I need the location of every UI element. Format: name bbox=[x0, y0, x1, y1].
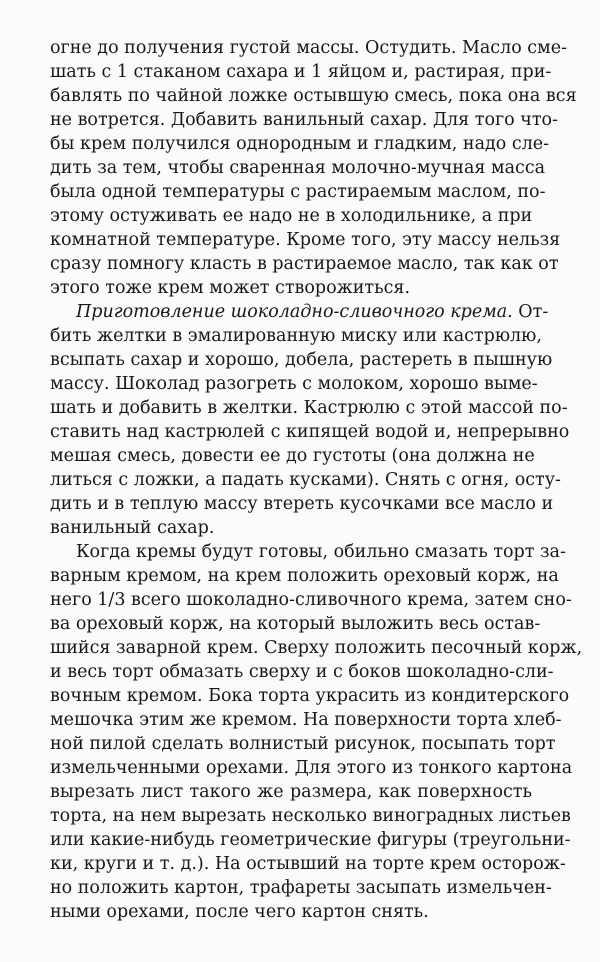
text-line: сразу помногу класть в растираемое масло, так как от bbox=[50, 254, 559, 274]
text-line: массу. Шоколад разогреть с молоком, хорошо выме- bbox=[50, 374, 538, 394]
text-line: торта, на нем вырезать несколько виноградных листьев bbox=[50, 806, 571, 826]
text-line: огне до получения густой массы. Остудить. Масло сме- bbox=[50, 38, 567, 58]
text-line: шать и добавить в желтки. Кастрюлю с этой массой по- bbox=[50, 398, 568, 418]
text-line: этого тоже крем может створожиться. bbox=[50, 278, 411, 298]
text-line: и весь торт обмазать сверху и с боков шоколадно-сли- bbox=[50, 662, 554, 682]
text-line: измельченными орехами. Для этого из тонкого картона bbox=[50, 758, 573, 778]
text-line: ными орехами, после чего картон снять. bbox=[50, 902, 429, 922]
text-line: бы крем получился однородным и гладким, надо сле- bbox=[50, 134, 550, 154]
text-line bbox=[76, 300, 549, 324]
text-line: варным кремом, на крем положить ореховый корж, на bbox=[50, 566, 559, 586]
text-line: всыпать сахар и хорошо, добела, растереть в пышную bbox=[50, 350, 553, 370]
text-line: ставить над кастрюлей с кипящей водой и, непрерывно bbox=[50, 422, 570, 442]
text-line: этому остуживать ее надо не в холодильнике, а при bbox=[50, 206, 533, 226]
text-line: бить желтки в эмалированную миску или кастрюлю, bbox=[50, 326, 542, 346]
text-line: мешая смесь, довести ее до густоты (она должна не bbox=[50, 446, 535, 466]
text-line: него 1/3 всего шоколадно-сливочного крема, затем сно- bbox=[50, 590, 572, 610]
text-line: вочным кремом. Бока торта украсить из кондитерского bbox=[50, 686, 570, 706]
text-line: ва ореховый корж, на который выложить весь остав- bbox=[50, 614, 541, 634]
text-line: шийся заварной крем. Сверху положить песочный корж, bbox=[50, 638, 583, 658]
text-line: не вотрется. Добавить ванильный сахар. Для того что- bbox=[50, 110, 558, 130]
text-line: мешочка этим же кремом. На поверхности торта хлеб- bbox=[50, 710, 562, 730]
text-line: или какие-нибудь геометрические фигуры (треугольни- bbox=[50, 830, 571, 850]
text-line: но положить картон, трафареты засыпать измельчен- bbox=[50, 878, 552, 898]
text-line: ки, круги и т. д.). На остывший на торте крем осторож- bbox=[50, 854, 566, 874]
text-line: бавлять по чайной ложке остывшую смесь, пока она вся bbox=[50, 86, 577, 106]
text-line: Когда кремы будут готовы, обильно смазать торт за- bbox=[76, 542, 566, 562]
line-text: От- bbox=[512, 302, 549, 322]
text-line: вырезать лист такого же размера, как поверхность bbox=[50, 782, 532, 802]
text-line: ванильный сахар. bbox=[50, 518, 215, 538]
text-line: дить и в теплую массу втереть кусочками все масло и bbox=[50, 494, 554, 514]
text-line: комнатной температуре. Кроме того, эту массу нельзя bbox=[50, 230, 561, 250]
text-line: дить за тем, чтобы сваренная молочно-мучная масса bbox=[50, 158, 546, 178]
text-line: была одной температуры с растираемым маслом, по- bbox=[50, 182, 546, 202]
section-heading-italic: Приготовление шоколадно-сливочного крема. bbox=[76, 302, 513, 322]
text-line: ной пилой сделать волнистый рисунок, посыпать торт bbox=[50, 734, 556, 754]
text-line: литься с ложки, а падать кусками). Снять с огня, осту- bbox=[50, 470, 561, 490]
text-line: шать с 1 стаканом сахара и 1 яйцом и, растирая, при- bbox=[50, 62, 552, 82]
